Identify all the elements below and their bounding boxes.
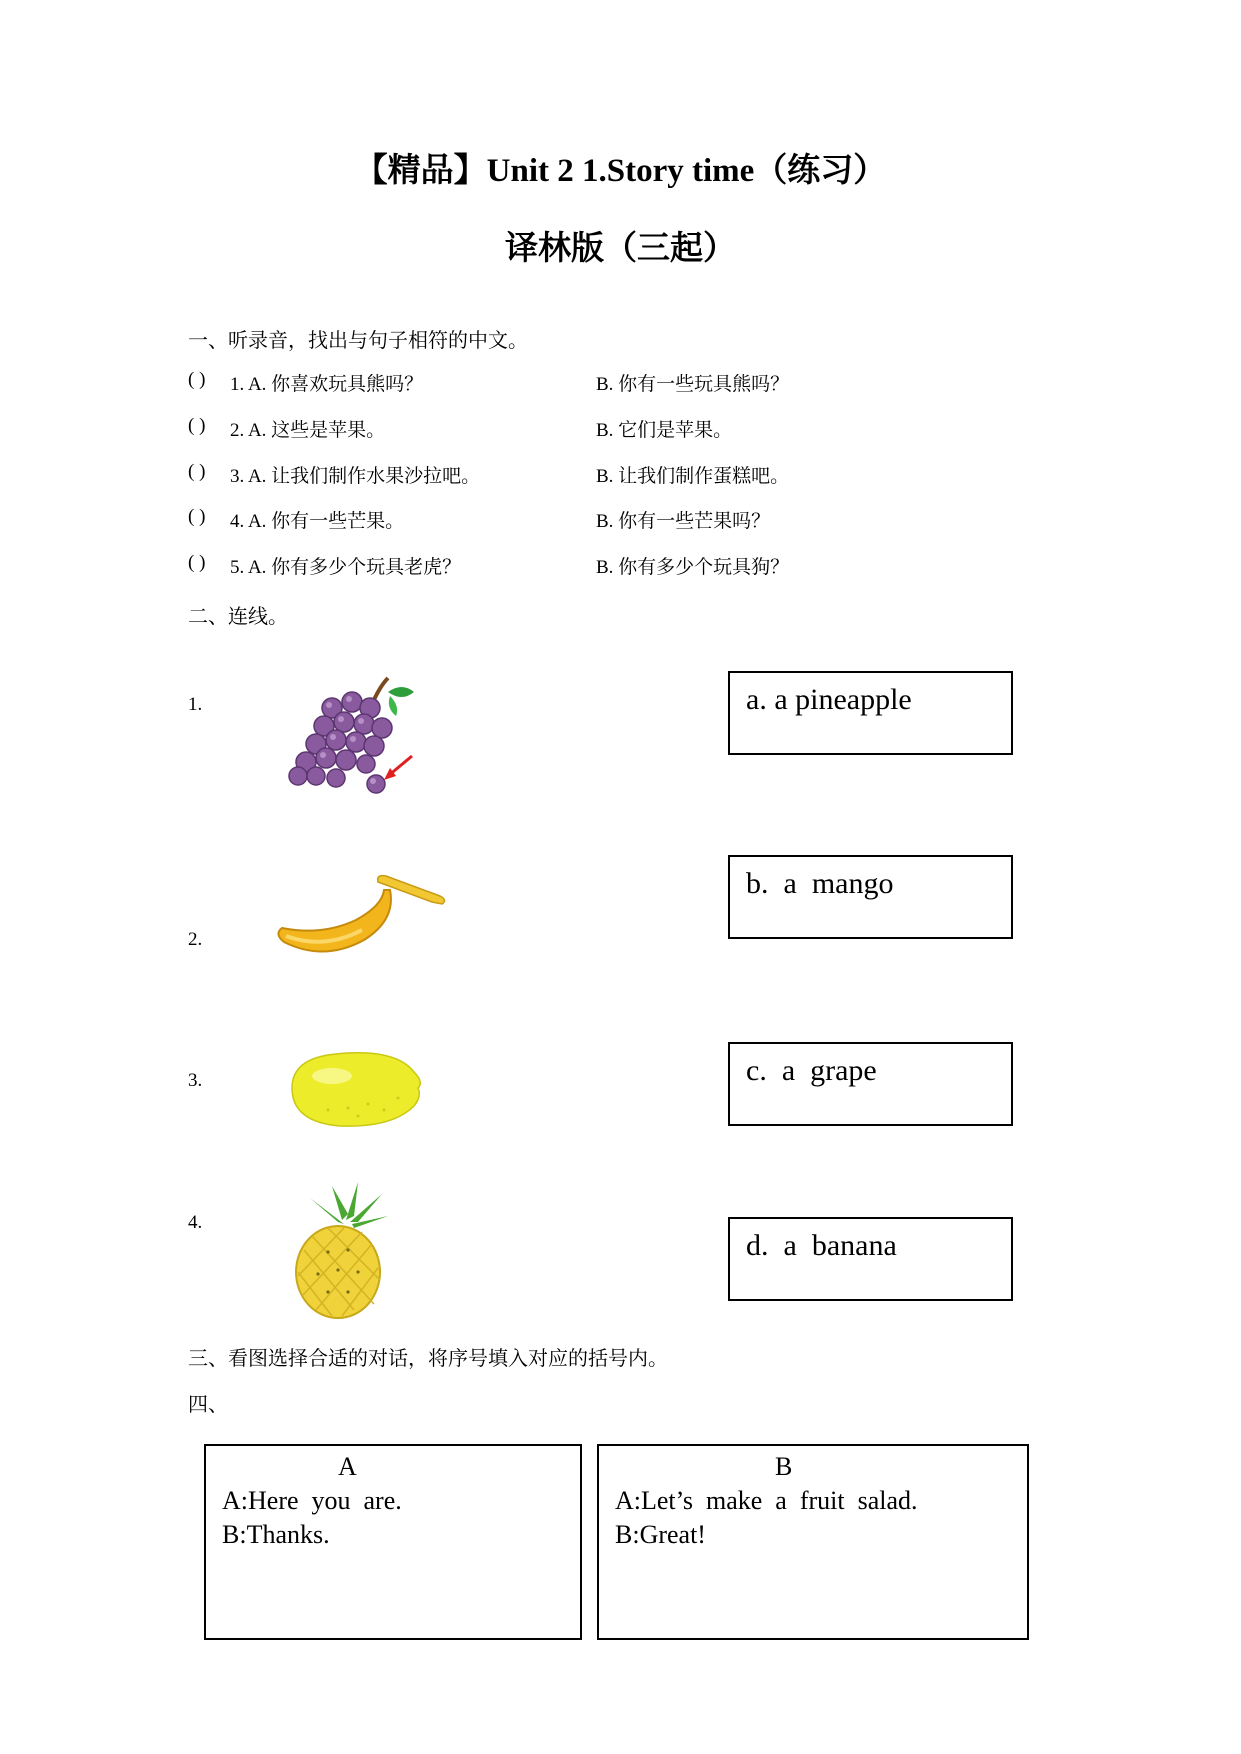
word-box-a[interactable] (728, 671, 1013, 755)
section1-heading: 一、听录音，找出与句子相符的中文。 (188, 330, 528, 352)
match-number-4: 4. (188, 1212, 203, 1233)
word-box-b-label: b. a mango (746, 867, 894, 900)
q5-option-a: 5. A. 你有多少个玩具老虎？ (230, 557, 462, 578)
q5-paren[interactable]: ( ) (188, 552, 206, 573)
q4-option-b: B. 你有一些芒果吗？ (596, 511, 771, 532)
q3-option-b: B. 让我们制作蛋糕吧。 (596, 466, 790, 487)
dialogue-box-b (597, 1444, 1029, 1640)
pineapple-icon[interactable] (292, 1180, 402, 1320)
word-box-c-label: c. a grape (746, 1054, 877, 1087)
q4-option-a: 4. A. 你有一些芒果。 (230, 511, 405, 532)
q4-paren[interactable]: ( ) (188, 506, 206, 527)
grapes-icon[interactable] (284, 672, 424, 802)
word-box-b[interactable] (728, 855, 1013, 939)
q1-option-b: B. 你有一些玩具熊吗？ (596, 374, 790, 395)
dialogue-box-a-line-1: A:Here you are. (222, 1486, 402, 1515)
q2-paren[interactable]: ( ) (188, 415, 206, 436)
match-number-1: 1. (188, 694, 203, 715)
q2-option-b: B. 它们是苹果。 (596, 420, 733, 441)
q3-option-a: 3. A. 让我们制作水果沙拉吧。 (230, 466, 481, 487)
word-box-d-label: d. a banana (746, 1229, 897, 1262)
match-number-2: 2. (188, 929, 203, 950)
dialogue-box-a-label: A (338, 1452, 357, 1481)
dialogue-box-a-line-2: B:Thanks. (222, 1520, 330, 1549)
section2-heading: 二、连线。 (188, 606, 288, 628)
section4-heading: 四、 (188, 1394, 228, 1416)
banana-icon[interactable] (272, 870, 452, 980)
q5-option-b: B. 你有多少个玩具狗？ (596, 557, 790, 578)
q1-paren[interactable]: ( ) (188, 369, 206, 390)
q1-option-a: 1. A. 你喜欢玩具熊吗？ (230, 374, 424, 395)
word-box-c[interactable] (728, 1042, 1013, 1126)
dialogue-box-b-line-2: B:Great! (615, 1520, 706, 1549)
word-box-a-label: a. a pineapple (746, 683, 912, 716)
page-title: 【精品】Unit 2 1.Story time（练习） (354, 153, 887, 189)
dialogue-box-b-label: B (775, 1452, 793, 1481)
page-subtitle: 译林版（三起） (505, 231, 736, 267)
dialogue-box-b-line-1: A:Let’s make a fruit salad. (615, 1486, 918, 1515)
match-number-3: 3. (188, 1070, 203, 1091)
mango-icon[interactable] (288, 1048, 428, 1132)
dialogue-box-a (204, 1444, 582, 1640)
q3-paren[interactable]: ( ) (188, 461, 206, 482)
word-box-d[interactable] (728, 1217, 1013, 1301)
q2-option-a: 2. A. 这些是苹果。 (230, 420, 386, 441)
section3-heading: 三、看图选择合适的对话，将序号填入对应的括号内。 (188, 1348, 668, 1370)
